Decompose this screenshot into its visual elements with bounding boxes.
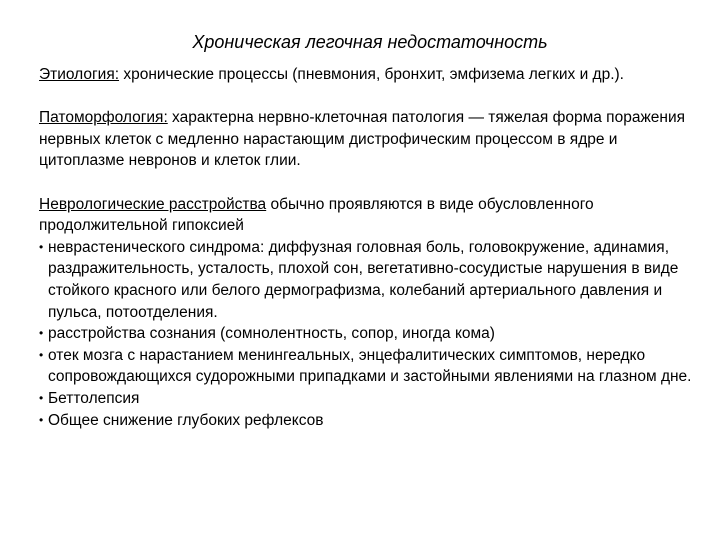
bullet-icon: • — [39, 390, 44, 405]
bullet-icon: • — [39, 347, 44, 362]
etiology-paragraph — [39, 64, 699, 86]
neuro-label: Неврологические расстройства — [39, 195, 267, 213]
neuro-text: обычно проявляются в виде обусловленного продолжительной гипоксией — [39, 195, 594, 235]
list-item — [39, 237, 699, 323]
list-item-text: Беттолепсия — [48, 389, 140, 407]
bullet-icon: • — [39, 326, 44, 341]
slide-body — [39, 64, 699, 431]
list-item — [39, 410, 699, 432]
bullet-icon: • — [39, 239, 44, 254]
list-item-text: неврастенического синдрома: диффузная головная боль, головокружение, адинамия, раздражительность, усталость, плохой сон, вегетативно-сосудистые нарушения в виде стойкого красного или белого дермографизма, колебаний артериального давления и пульса, потоотделения. — [48, 238, 679, 321]
list-item-text: расстройства сознания (сомнолентность, сопор, иногда кома) — [48, 325, 495, 343]
list-item — [39, 345, 699, 388]
list-item — [39, 323, 699, 345]
pathomorphology-label: Патоморфология: — [39, 109, 168, 127]
list-item-text: Общее снижение глубоких рефлексов — [48, 411, 324, 429]
slide-title: Хроническая легочная недостаточность — [192, 32, 548, 52]
etiology-label: Этиология: — [39, 66, 120, 83]
list-item-text: отек мозга с нарастанием менингеальных, энцефалитических симптомов, нередко сопровождающихся судорожными припадками и застойными явлениями на глазном дне. — [48, 346, 692, 386]
etiology-text: хронические процессы (пневмония, бронхит, эмфизема легких и др.). — [119, 66, 624, 83]
neuro-paragraph — [39, 194, 699, 237]
list-item — [39, 388, 699, 410]
pathomorphology-text: характерна нервно-клеточная патология — тяжелая форма поражения нервных клеток с медленно нарастающим дистрофическим процессом в ядре и цитоплазме невронов и клеток глии. — [39, 109, 686, 170]
pathomorphology-paragraph — [39, 107, 699, 172]
bullet-icon: • — [39, 412, 44, 427]
